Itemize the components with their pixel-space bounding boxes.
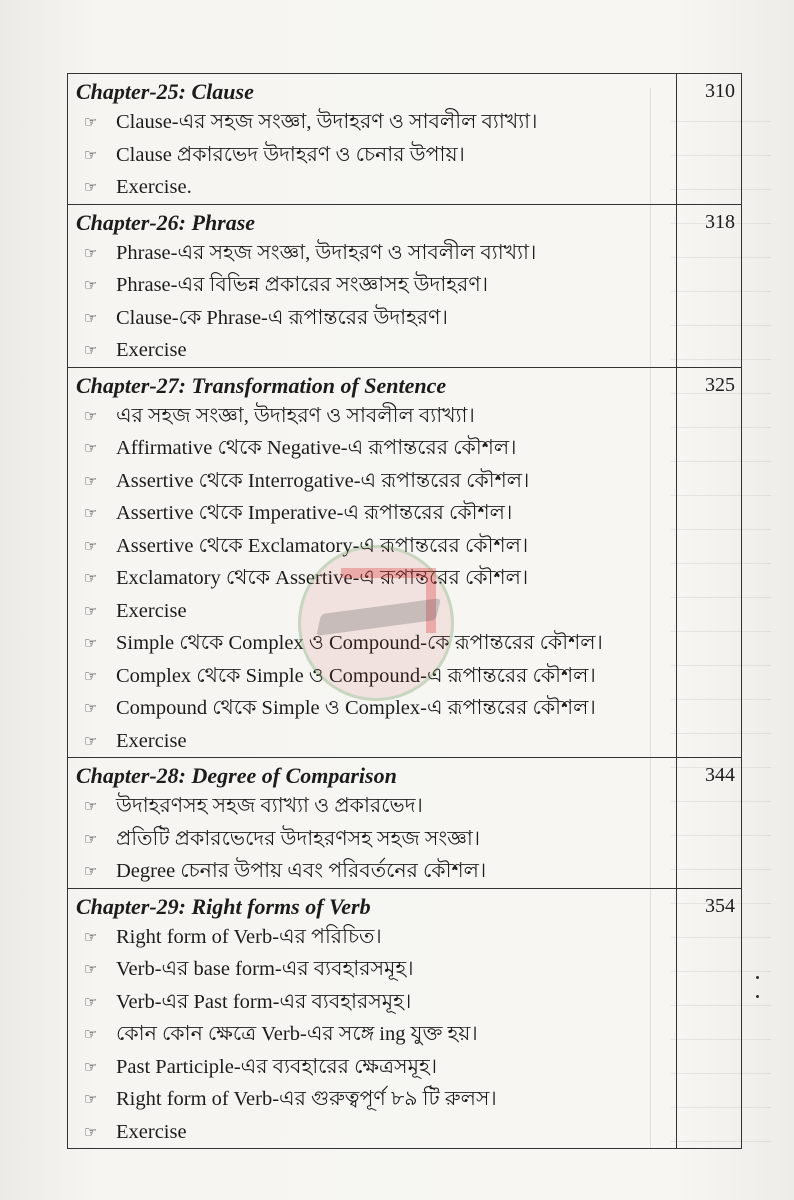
topic-item [84, 302, 668, 335]
topic-item [84, 139, 668, 172]
hand-pointing-icon: ☞ [84, 797, 98, 815]
hand-pointing-icon: ☞ [84, 536, 98, 555]
topic-text: Simple থেকে Complex ও Compound-কে রূপান্তরের কৌশল। [116, 632, 603, 654]
chapter-content-cell [68, 758, 677, 889]
topic-item [84, 595, 668, 628]
topic-item [84, 334, 668, 367]
topic-text: এর সহজ সংজ্ঞা, উদাহরণ ও সাবলীল ব্যাখ্যা। [116, 404, 475, 427]
chapter-title: Chapter-26: Phrase [76, 209, 256, 235]
hand-pointing-icon: ☞ [84, 178, 98, 196]
table-of-contents [67, 73, 742, 1149]
topic-item [84, 465, 668, 498]
hand-pointing-icon: ☞ [84, 960, 98, 978]
chapter-title: Chapter-27: Transformation of Sentence [76, 372, 447, 398]
hand-pointing-icon: ☞ [84, 504, 98, 522]
topic-item [84, 627, 668, 660]
page-number: 354 [677, 888, 742, 1149]
topic-text: Phrase-এর সহজ সংজ্ঞা, উদাহরণ ও সাবলীল ব্যাখ্যা। [116, 241, 537, 264]
hand-pointing-icon: ☞ [84, 341, 98, 359]
topic-text: Compound থেকে Simple ও Complex-এ রূপান্তরের কৌশল। [116, 697, 596, 719]
chapter-content-cell [68, 367, 677, 758]
hand-pointing-icon: ☞ [84, 927, 98, 946]
topic-text: Verb-এর Past form-এর ব্যবহারসমূহ। [116, 990, 412, 1013]
topic-text: Assertive থেকে Imperative-এ রূপান্তরের কৌশল। [116, 502, 513, 524]
topic-item [84, 497, 668, 530]
hand-pointing-icon: ☞ [84, 829, 98, 848]
topic-item [84, 1116, 668, 1149]
hand-pointing-icon: ☞ [84, 308, 98, 327]
topic-text: Assertive থেকে Interrogative-এ রূপান্তরের কৌশল। [116, 469, 530, 492]
hand-pointing-icon: ☞ [84, 145, 98, 164]
topic-text: প্রতিটি প্রকারভেদের উদাহরণসহ সহজ সংজ্ঞা। [116, 827, 481, 850]
topic-text: Degree চেনার উপায় এবং পরিবর্তনের কৌশল। [116, 860, 487, 882]
topic-text: Exercise [116, 729, 187, 752]
topic-text: Exercise [116, 339, 187, 361]
hand-pointing-icon: ☞ [84, 243, 98, 262]
hand-pointing-icon: ☞ [84, 1122, 98, 1141]
page-dots [756, 976, 760, 1014]
topic-text: Exclamatory থেকে Assertive-এ রূপান্তরের কৌশল। [116, 567, 529, 589]
hand-pointing-icon: ☞ [84, 1025, 98, 1043]
hand-pointing-icon: ☞ [84, 699, 98, 717]
topic-item [84, 1018, 668, 1051]
hand-pointing-icon: ☞ [84, 862, 98, 880]
topic-item [84, 823, 668, 856]
topic-list [76, 106, 668, 204]
topic-item [84, 790, 668, 823]
topic-item [84, 1051, 668, 1084]
chapter-row [68, 204, 742, 367]
chapter-row [68, 888, 742, 1149]
topic-item [84, 562, 668, 595]
topic-text: Assertive থেকে Exclamatory-এ রূপান্তরের কৌশল। [116, 534, 529, 557]
topic-item [84, 171, 668, 204]
chapter-content-cell [68, 74, 677, 205]
topic-item [84, 237, 668, 270]
topic-text: Verb-এর base form-এর ব্যবহারসমূহ। [116, 958, 414, 980]
hand-pointing-icon: ☞ [84, 113, 98, 131]
topic-list [76, 400, 668, 758]
topic-item [84, 1083, 668, 1116]
hand-pointing-icon: ☞ [84, 406, 98, 425]
hand-pointing-icon: ☞ [84, 276, 98, 294]
topic-text: Right form of Verb-এর পরিচিত। [116, 925, 382, 948]
topic-text: Exercise [116, 1120, 187, 1143]
hand-pointing-icon: ☞ [84, 471, 98, 490]
topic-item [84, 855, 668, 888]
hand-pointing-icon: ☞ [84, 569, 98, 587]
topic-text: উদাহরণসহ সহজ ব্যাখ্যা ও প্রকারভেদ। [116, 795, 423, 817]
topic-text: Complex থেকে Simple ও Compound-এ রূপান্তরের কৌশল। [116, 664, 596, 687]
topic-text: Clause-কে Phrase-এ রূপান্তরের উদাহরণ। [116, 306, 448, 329]
topic-item [84, 921, 668, 954]
topic-item [84, 530, 668, 563]
page-number: 318 [677, 204, 742, 367]
topic-item [84, 986, 668, 1019]
page-number: 325 [677, 367, 742, 758]
hand-pointing-icon: ☞ [84, 601, 98, 620]
topic-item [84, 660, 668, 693]
topic-item [84, 400, 668, 433]
topic-item [84, 692, 668, 725]
topic-list [76, 237, 668, 367]
chapter-row [68, 367, 742, 758]
chapter-row [68, 758, 742, 889]
hand-pointing-icon: ☞ [84, 634, 98, 652]
topic-text: Affirmative থেকে Negative-এ রূপান্তরের কৌশল। [116, 437, 517, 459]
topic-text: Phrase-এর বিভিন্ন প্রকারের সংজ্ঞাসহ উদাহরণ। [116, 274, 489, 296]
topic-text: Clause-এর সহজ সংজ্ঞা, উদাহরণ ও সাবলীল ব্যাখ্যা। [116, 111, 538, 133]
hand-pointing-icon: ☞ [84, 1090, 98, 1108]
topic-list [76, 790, 668, 888]
chapter-title: Chapter-29: Right forms of Verb [76, 893, 371, 919]
topic-item [84, 106, 668, 139]
hand-pointing-icon: ☞ [84, 731, 98, 750]
page-number: 310 [677, 74, 742, 205]
topic-text: Right form of Verb-এর গুরুত্বপূর্ণ ৮৯ টি রুলস। [116, 1088, 497, 1110]
topic-text: Past Participle-এর ব্যবহারের ক্ষেত্রসমূহ। [116, 1055, 438, 1078]
topic-item [84, 725, 668, 758]
page-number: 344 [677, 758, 742, 889]
chapter-content-cell [68, 888, 677, 1149]
hand-pointing-icon: ☞ [84, 439, 98, 457]
chapter-title: Chapter-25: Clause [76, 79, 254, 104]
topic-text: Clause প্রকারভেদ উদাহরণ ও চেনার উপায়। [116, 143, 465, 166]
chapter-row [68, 74, 742, 205]
topic-list [76, 921, 668, 1149]
chapter-content-cell [68, 204, 677, 367]
hand-pointing-icon: ☞ [84, 992, 98, 1011]
topic-item [84, 953, 668, 986]
hand-pointing-icon: ☞ [84, 1057, 98, 1076]
topic-item [84, 432, 668, 465]
topic-item [84, 269, 668, 302]
topic-text: Exercise [116, 599, 187, 622]
chapter-title: Chapter-28: Degree of Comparison [76, 763, 397, 788]
topic-text: Exercise. [116, 176, 192, 198]
topic-text: কোন কোন ক্ষেত্রে Verb-এর সঙ্গে ing যুক্ত হয়। [116, 1023, 478, 1045]
hand-pointing-icon: ☞ [84, 666, 98, 685]
